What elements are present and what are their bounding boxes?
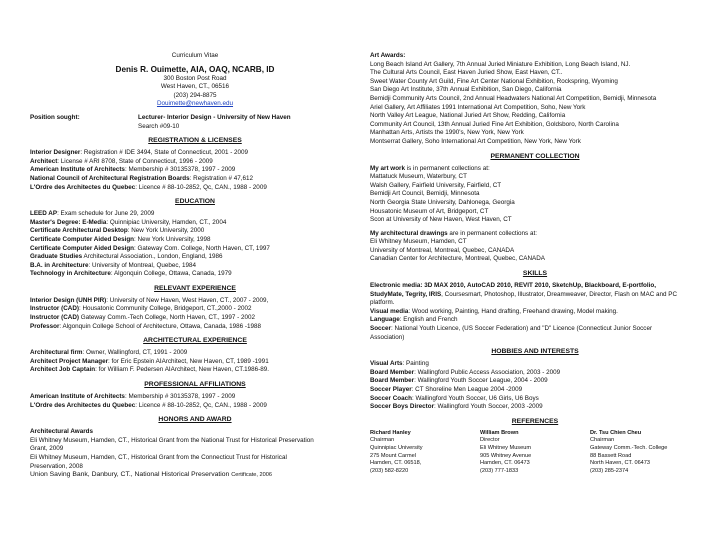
item-text: Architectural Association., London, England, 1986 <box>82 253 223 261</box>
drawings-label: My architectural drawings <box>370 229 448 237</box>
reference-detail: (203) 777-1833 <box>480 467 519 474</box>
item-text: : University of New Haven, West Haven, CT., 2007 - 2009, <box>106 296 269 304</box>
item-label: Soccer Coach <box>370 394 412 402</box>
list-item <box>30 297 360 306</box>
list-item <box>370 369 700 378</box>
item-text: : Membership # 30135378, 1997 - 2009 <box>124 166 236 174</box>
professional-affiliations-list <box>30 393 360 410</box>
list-item: The Cultural Arts Council, East Haven Juried Show, East Haven, CT.. <box>370 69 563 77</box>
list-item: University of Montreal, Montreal, Quebec, CANADA <box>370 246 515 254</box>
honors-list <box>30 437 360 471</box>
item-text: : Wallingford Youth Soccer League, 2004 - 2009 <box>414 377 548 385</box>
list-item <box>370 377 700 386</box>
item-text: : Registration # 47,612 <box>189 174 254 182</box>
item-label: Graduate Studies <box>30 253 83 261</box>
item-label: Language <box>370 316 400 324</box>
list-item: San Diego Art Institute, 37th Annual Exhibition, San Diego, California <box>370 86 562 94</box>
reference-name: Dr. Tsu Chien Cheu <box>590 429 642 436</box>
item-label: Soccer <box>370 325 392 333</box>
references-heading: REFERENCES <box>511 417 559 425</box>
list-item: Mattatuck Museum, Waterbury, CT <box>370 173 467 181</box>
registration-heading: REGISTRATION & LICENSES <box>148 137 242 145</box>
list-item <box>30 245 360 254</box>
list-item: Long Beach Island Art Gallery, 7th Annual Juried Miniature Exhibition, Long Beach Island, NJ. <box>370 60 631 68</box>
left-column <box>30 52 360 480</box>
item-label: L'Ordre des Architectes du Quebec <box>30 401 136 409</box>
reference-detail: Chairman <box>370 437 395 444</box>
list-item <box>30 270 360 279</box>
relevant-experience-list <box>30 297 360 331</box>
item-label: Architect Job Captain <box>30 366 96 374</box>
honors-last-text: Union Saving Bank, Danbury, CT., National Historical Preservation <box>30 471 230 479</box>
honors-heading: HONORS AND AWARD <box>158 416 232 424</box>
reference-detail: 88 Bassett Road <box>590 452 632 459</box>
position-sought <box>30 114 360 131</box>
list-item: Canadian Center for Architecture, Montreal, Quebec, CANADA <box>370 255 545 263</box>
item-text: : Owner, Wallingford, CT, 1991 - 2009 <box>82 349 188 357</box>
item-text: : Wood working, Painting, Hand drafting, Freehand drawing, Model making. <box>408 307 618 315</box>
item-label: Certificate Computer Aided Design <box>30 235 135 243</box>
reference-detail: Hamden, CT. 06518, <box>370 460 422 467</box>
honors-last-line <box>30 471 360 480</box>
item-label: Board Member <box>370 377 415 385</box>
list-item <box>30 149 360 158</box>
item-text: : Exam schedule for June 29, 2009 <box>57 210 155 218</box>
drawings-list <box>370 238 700 264</box>
item-label: Interior Designer <box>30 149 81 157</box>
art-work-list <box>370 173 700 225</box>
list-item: Grant, 2009 <box>30 445 64 453</box>
item-label: American Institute of Architects <box>30 393 125 401</box>
item-text: : CT Shoreline Men League 2004 -2009 <box>411 386 523 393</box>
reference-detail: (203) 582-8220 <box>370 467 409 474</box>
item-text: : Wallingford Youth Soccer, U6 Girls, U6 Boys <box>412 394 539 402</box>
reference-detail: Eli Whitney Museum <box>480 444 531 451</box>
list-item <box>30 349 360 358</box>
list-item <box>370 316 700 325</box>
item-label: Certificate Computer Aided Design <box>30 244 135 252</box>
registration-list <box>30 149 360 192</box>
list-item <box>30 210 360 219</box>
reference-card <box>480 430 590 476</box>
list-item <box>370 299 700 308</box>
skills-heading: SKILLS <box>522 270 548 278</box>
list-item: Sweet Water County Art Guild, Fine Art Center National Exhibition, Rockspring, Wyoming <box>370 77 618 85</box>
relevant-experience-heading: RELEVANT EXPERIENCE <box>154 284 236 292</box>
document-title: Curriculum Vitae <box>171 52 219 59</box>
list-item: Bemidji Art Council, Bemidji, Minnesota <box>370 190 480 198</box>
item-text: : New York University, 1998 <box>134 235 211 243</box>
item-label: Board Member <box>370 368 415 376</box>
list-item: Bemidji Community Arts Council, 2nd Annual Headwaters National Art Competition, Bemidji, Minnesota <box>370 94 657 102</box>
item-label: Master's Degree: E-Media <box>30 218 107 226</box>
item-label: Certificate Architectural Desktop <box>30 227 128 235</box>
list-item <box>370 334 700 343</box>
list-item <box>30 175 360 184</box>
item-label: B.A. in Architecture <box>30 261 89 269</box>
drawings-intro <box>370 230 700 239</box>
reference-detail: Gateway Comm.-Tech. College <box>590 444 668 451</box>
item-text: : Painting <box>402 360 429 368</box>
list-item <box>30 184 360 193</box>
list-item: Scon at University of New Haven, West Haven, CT <box>370 216 512 224</box>
item-label: Technology in Architecture <box>30 270 111 278</box>
item-text: : University of Montreal, Quebec, 1984 <box>88 261 197 269</box>
references-list <box>370 430 700 476</box>
item-label: Instructor (CAD) <box>30 305 79 313</box>
list-item: Eli Whitney Museum, Hamden, CT., Historical Grant from the Connecticut Trust for Historical <box>30 454 287 461</box>
reference-name: William Brown <box>480 429 519 436</box>
list-item: Community Art Council, 13th Annual Juried Fine Art Exhibition, Goldsboro, North Carolina <box>370 120 619 128</box>
education-list <box>30 210 360 279</box>
reference-detail: North Haven, CT. 06473 <box>590 460 651 467</box>
item-text: : Licence # 88-10-2852, Qc, CAN., 1988 - 2009 <box>135 401 267 409</box>
item-label: National Council of Architectural Registration Boards <box>30 174 190 182</box>
art-work-label: My art work <box>370 164 405 172</box>
item-text: : Membership # 30135378, 1997 - 2009 <box>124 393 236 401</box>
item-label: Instructor (CAD) <box>30 314 79 322</box>
reference-detail: Hamden, CT. 06473 <box>480 460 530 467</box>
item-text: platform. <box>370 299 395 307</box>
list-item: Preservation, 2008 <box>30 462 83 470</box>
list-item: Montserrat Gallery, Soho International Art Competition, New York, New York <box>370 137 581 145</box>
list-item <box>30 366 360 375</box>
item-label: Professor <box>30 322 60 330</box>
item-text: : License # ARI 8708, State of Connecticut, 1996 - 2009 <box>57 157 213 165</box>
reference-detail: Quinnipiac University <box>370 444 423 451</box>
list-item <box>30 253 360 262</box>
list-item: Housatonic Museum of Art, Bridgeport, CT <box>370 207 489 215</box>
item-label: Electronic media: 3D MAX 2010, AutoCAD 2010, REVIT 2010, SketchUp, Blackboard, E-portfolio, <box>370 282 657 290</box>
list-item <box>30 402 360 411</box>
reference-detail: Chairman <box>590 437 615 444</box>
position-label: Position sought: <box>30 113 80 121</box>
list-item: North Valley Art League, National Juried Art Show, Redding, California <box>370 112 566 120</box>
item-text: : Algonquin College School of Architecture, Ottawa, Canada, 1986 -1988 <box>59 322 262 330</box>
list-item <box>370 395 700 404</box>
address-line-2: West Haven, CT., 06516 <box>160 83 230 91</box>
list-item <box>30 166 360 175</box>
list-item <box>370 282 700 291</box>
reference-detail: Director <box>480 437 500 444</box>
architectural-awards-label: Architectural Awards <box>30 428 93 436</box>
item-text: : English and French <box>399 316 458 324</box>
list-item <box>30 262 360 271</box>
list-item <box>30 358 360 367</box>
item-label: Visual Arts <box>370 360 403 368</box>
art-awards-label: Art Awards: <box>370 52 406 59</box>
art-work-rest: is in permanent collections at: <box>405 164 490 172</box>
item-text: , Coursesmart, Photoshop, Illustrator, Dreamweaver, Director, Flash on MAC and PC <box>441 290 678 298</box>
item-label: L'Ordre des Architectes du Quebec <box>30 183 136 191</box>
list-item: Manhattan Arts, Artists the 1990's, New York, New York <box>370 129 524 137</box>
item-text: : Quinnipiac University, Hamden, CT., 2004 <box>106 218 227 226</box>
list-item <box>30 227 360 236</box>
item-text: : Registration # IDE 3494, State of Connecticut, 2001 - 2009 <box>80 149 249 157</box>
hobbies-list <box>370 360 700 412</box>
position-title: Lecturer- Interior Design - University of New Haven <box>138 113 291 121</box>
item-label: Soccer Player <box>370 386 412 393</box>
reference-card <box>370 430 480 476</box>
list-item <box>30 314 360 323</box>
architectural-experience-list <box>30 349 360 375</box>
item-text: : for William F. Pedersen AIArchitect, New Haven, CT.1986-89. <box>95 366 270 374</box>
hobbies-heading: HOBBIES AND INTERESTS <box>491 348 579 356</box>
position-search: Search #09-10 <box>138 122 180 130</box>
item-label: StudyMate, Tegrity, IRIS <box>370 290 442 298</box>
list-item: Ariel Gallery, Art Affiliates 1991 International Art Competition, Soho, New York <box>370 103 586 111</box>
list-item <box>370 386 700 395</box>
item-text: : Licence # 88-10-2852, Qc, CAN., 1988 - 2009 <box>135 183 267 191</box>
list-item <box>30 158 360 167</box>
list-item: North Georgia State University, Dahlonega, Georgia <box>370 198 515 206</box>
phone-number: (203) 294-8875 <box>173 91 217 99</box>
item-label: Interior Design (UNH PIR) <box>30 296 107 304</box>
list-item <box>370 291 700 300</box>
list-item: Walsh Gallery, Fairfield University, Fairfield, CT <box>370 181 502 189</box>
item-text: Gateway Comm.-Tech College, North Haven, CT., 1997 - 2002 <box>78 314 256 322</box>
item-label: Visual media <box>370 307 409 315</box>
honors-last-year: Certificate, 2006 <box>231 472 272 479</box>
art-work-intro <box>370 165 700 174</box>
item-text: : National Youth Licence, (US Soccer Federation) and "D" Licence (Connecticut Junior Soccer <box>391 325 653 333</box>
architectural-experience-heading: ARCHITECTURAL EXPERIENCE <box>143 337 247 345</box>
list-item <box>370 308 700 317</box>
list-item: Eli Whitney Museum, Hamden, CT., Historical Grant from the National Trust for Historical Preservation <box>30 436 314 444</box>
list-item <box>30 393 360 402</box>
list-item <box>30 323 360 332</box>
list-item: Eli Whitney Museum, Hamden, CT <box>370 238 467 246</box>
right-column <box>370 52 700 475</box>
item-text: : Wallingford Public Access Association, 2003 - 2009 <box>414 368 561 376</box>
item-text: : Housatonic Community College, Bridgeport, CT.,2000 - 2002 <box>78 305 252 313</box>
list-item <box>370 360 700 369</box>
item-label: American Institute of Architects <box>30 166 125 174</box>
reference-detail: 275 Mount Carmel <box>370 452 417 459</box>
list-item <box>370 403 700 412</box>
skills-list <box>370 282 700 342</box>
list-item <box>30 219 360 228</box>
reference-detail: (203) 285-2374 <box>590 467 629 474</box>
reference-card <box>590 430 700 476</box>
item-label: Architect Project Manager <box>30 357 109 365</box>
item-label: Soccer Boys Director <box>370 403 435 411</box>
reference-detail: 905 Whitney Avenue <box>480 452 532 459</box>
email-link[interactable]: Douimette@newhaven.edu <box>156 100 234 108</box>
item-text: : Wallingford Youth Soccer, 2003 -2009 <box>434 403 543 411</box>
item-label: Architectural firm <box>30 349 83 357</box>
list-item <box>370 325 700 334</box>
item-label: LEED AP <box>30 210 58 218</box>
item-label: Architect <box>30 157 58 165</box>
list-item <box>30 305 360 314</box>
art-awards-list <box>370 61 700 147</box>
professional-affiliations-heading: PROFESSIONAL AFFILIATIONS <box>144 381 246 389</box>
candidate-name: Denis R. Ouimette, AIA, OAQ, NCARB, ID <box>115 64 275 74</box>
drawings-rest: are in permanent collections at: <box>447 229 537 237</box>
item-text: : Gateway Com. College, North Haven, CT, 1997 <box>134 244 270 252</box>
education-heading: EDUCATION <box>175 198 215 206</box>
address-line-1: 300 Boston Post Road <box>163 74 227 82</box>
item-text: Association) <box>370 333 405 341</box>
list-item <box>30 236 360 245</box>
item-text: : Algonquin College, Ottawa, Canada, 1979 <box>110 270 232 278</box>
item-text: : for Eric Epstein AIArchitect, New Haven, CT, 1989 -1991 <box>108 357 269 365</box>
item-text: : New York University, 2000 <box>127 227 205 235</box>
reference-name: Richard Hanley <box>370 429 411 436</box>
permanent-collection-heading: PERMANENT COLLECTION <box>490 152 580 160</box>
